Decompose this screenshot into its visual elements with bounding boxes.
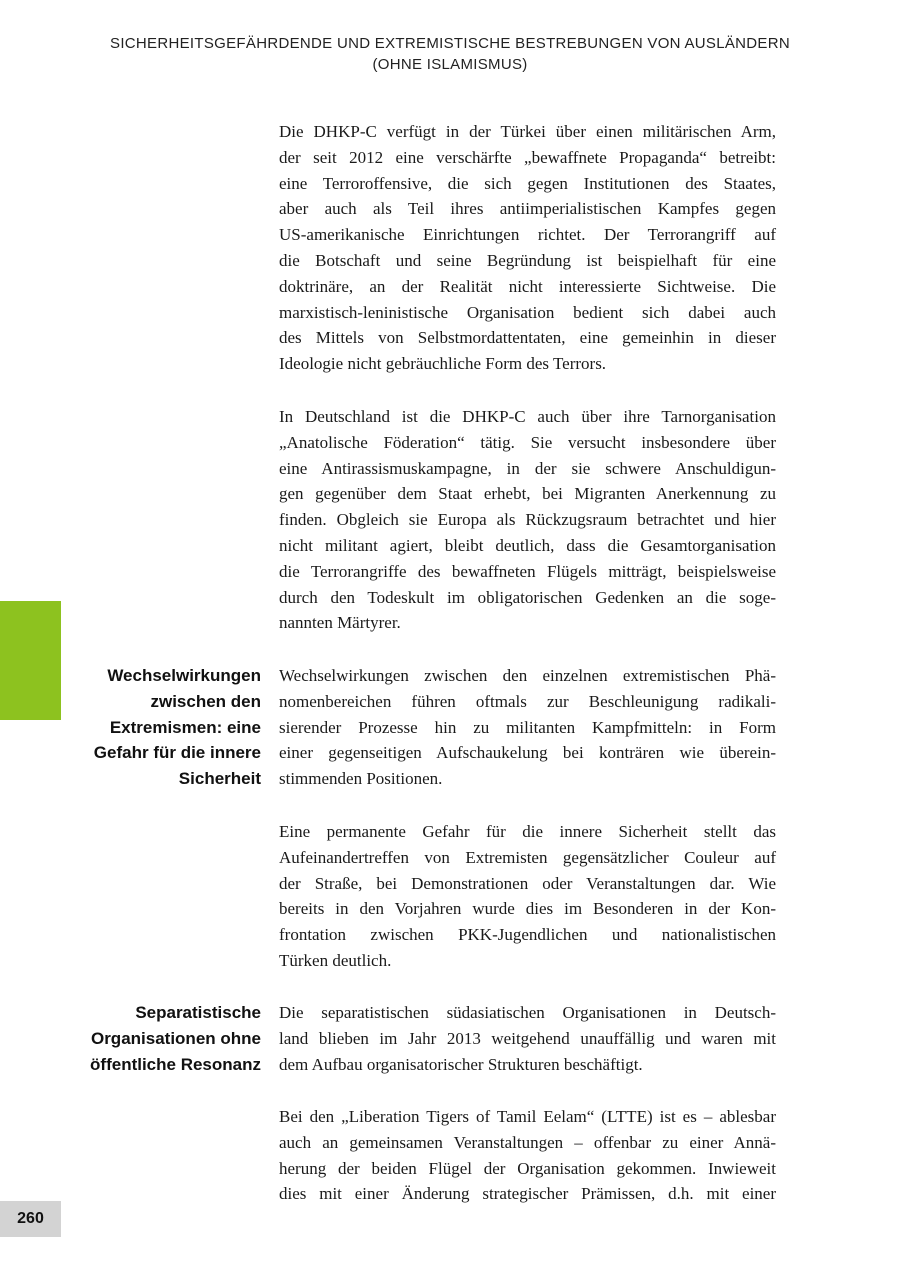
paragraph-ltte: Bei den „Liberation Tigers of Tamil Eelam“ (LTTE) ist es – ablesbar auch an gemeinsamen Veranstaltungen – offenbar zu einer Annä- herung der beiden Flügel der Organisation gekommen. Inwieweit dies mit einer Änderung strategischer Prämissen, d.h. mit einer	[279, 1107, 776, 1204]
running-header	[0, 33, 900, 75]
sidebar-heading-separatistische: Separatistische Organisationen ohne öffentliche Resonanz	[90, 1003, 261, 1074]
paragraph-dhkpc-arm: Die DHKP-C verfügt in der Türkei über einen militärischen Arm, der seit 2012 eine verschärfte „bewaffnete Propaganda“ betreibt: eine Terroroffensive, die sich gegen Institutionen des Staates, aber auch als Teil ihres antiimperialistischen Kampfes gegen US-amerikanische Einrichtungen richtet. Der Terrorangriff auf die Botschaft und seine Begründung ist beispielhaft für eine doktrinäre, an der Realität nicht interessierte Sichtweise. Die marxistisch-leninistische Organisation bedient sich dabei auch des Mittels von Selbstmordattentaten, eine gemeinhin in dieser Ideologie nicht gebräuchliche Form des Terrors.	[279, 122, 776, 374]
paragraph-permanente-gefahr: Eine permanente Gefahr für die innere Sicherheit stellt das Aufeinandertreffen von Extremisten gegensätzlicher Couleur auf der Straße, bei Demonstrationen oder Veranstaltungen dar. Wie bereits in den Vorjahren wurde dies im Besonderen in der Kon- frontation zwischen PKK-Jugendlichen und nationalistischen Türken deutlich.	[279, 822, 776, 970]
header-line-1: SICHERHEITSGEFÄHRDENDE UND EXTREMISTISCHE BESTREBUNGEN VON AUSLÄNDERN	[110, 35, 790, 52]
paragraph-anatolische-foederation: In Deutschland ist die DHKP-C auch über ihre Tarnorganisation „Anatolische Föderation“ tätig. Sie versucht insbesondere über eine Antirassismuskampagne, in der sie schwere Anschuldigun- gen gegenüber dem Staat erhebt, bei Migranten Anerkennung zu finden. Obgleich sie Europa als Rückzugsraum betrachtet und hier nicht militant agiert, bleibt deutlich, dass die Gesamtorganisation die Terrorangriffe des bewaffneten Flügels mitträgt, beispielsweise durch den Todeskult im obligatorischen Gedenken an die soge- nannten Märtyrer.	[279, 407, 776, 633]
chapter-marker-tab	[0, 601, 61, 720]
header-line-2: (OHNE ISLAMISMUS)	[372, 56, 528, 73]
paragraph-wechselwirkungen: Wechselwirkungen zwischen den einzelnen extremistischen Phä- nomenbereichen führen oftmals zur Beschleunigung radikali- sierender Prozesse hin zu militanten Kampfmitteln: in Form einer gegenseitigen Aufschaukelung bei konträren wie überein- stimmenden Positionen.	[279, 666, 776, 789]
paragraph-separatistische-organisationen: Die separatistischen südasiatischen Organisationen in Deutsch- land blieben im Jahr 2013 weitgehend unauffällig und waren mit dem Aufbau organisatorischer Strukturen beschäftigt.	[279, 1003, 776, 1074]
sidebar-heading-wechselwirkungen: Wechselwirkungen zwischen den Extremismen: eine Gefahr für die innere Sicherheit	[93, 666, 261, 789]
page-number: 260	[0, 1201, 61, 1237]
